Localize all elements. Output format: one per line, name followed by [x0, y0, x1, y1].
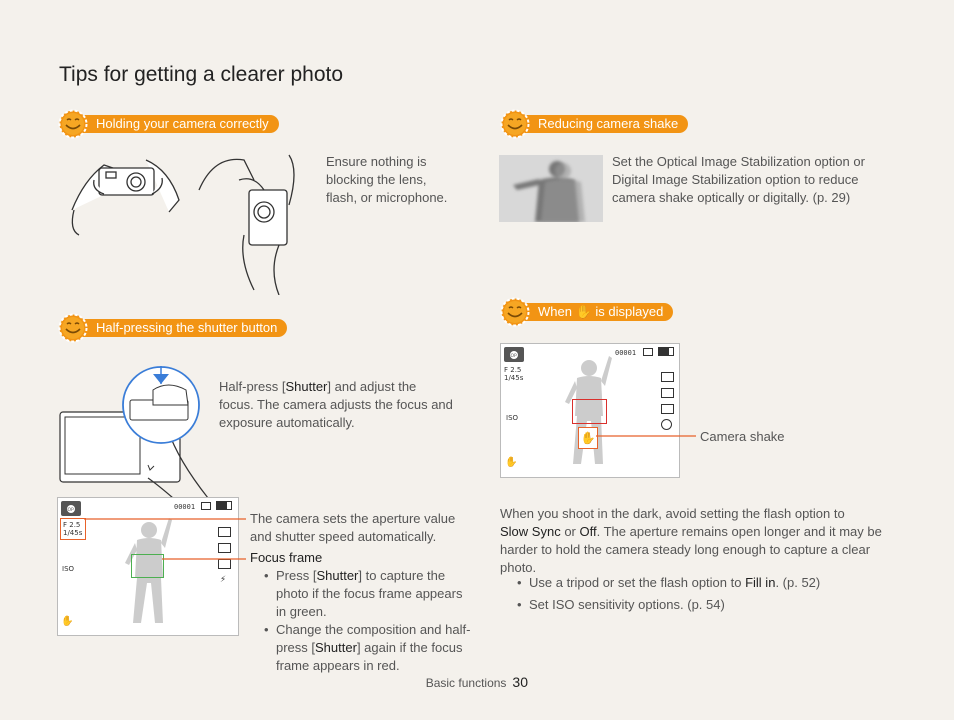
- section-label-holding: Holding your camera correctly: [70, 115, 279, 133]
- svg-text:OP: OP: [67, 508, 74, 513]
- when-tip-1: • Use a tripod or set the flash option to Fill in. (p. 52): [529, 574, 885, 592]
- focus-tip-1: • Press [Shutter] to capture the photo if the focus frame appears in green.: [276, 567, 472, 621]
- iso-icon: ISO: [62, 565, 75, 573]
- section-label-when: When ✋ is displayed: [512, 303, 673, 321]
- ois-icon: ✋: [61, 616, 74, 627]
- smiley-icon: [500, 297, 530, 327]
- page-title: Tips for getting a clearer photo: [59, 63, 344, 86]
- iso-icon: ISO: [506, 414, 519, 422]
- shake-text: Set the Optical Image Stabilization option or Digital Image Stabilization option to reduce camera shake optically or digitally. (p. 29): [612, 154, 865, 205]
- smiley-icon: [58, 313, 88, 343]
- quality-icon: [661, 388, 674, 398]
- section-label-shake: Reducing camera shake: [512, 115, 688, 133]
- footer: [426, 674, 528, 690]
- holding-text: Ensure nothing is blocking the lens, flash, or microphone.: [326, 154, 448, 205]
- flash-icon: ⚡: [220, 574, 227, 585]
- metering-icon: [661, 404, 674, 414]
- focus-tips: [262, 567, 472, 675]
- size-icon: [661, 372, 674, 382]
- focus-tip-2: • Change the composition and half-press [Shutter] again if the focus frame appears in red.: [276, 621, 472, 675]
- page-number: 30: [512, 674, 528, 690]
- half-press-illustration: [58, 360, 238, 500]
- camera-mode-icon: [504, 347, 524, 362]
- when-tip-2: • Set ISO sensitivity options. (p. 54): [529, 596, 885, 614]
- aperture-readout: F 2.5 1/45s: [504, 366, 524, 382]
- footer-section: Basic functions: [425, 676, 507, 690]
- flash-off-icon: [661, 419, 672, 430]
- camera-shake-icon: ✋: [578, 427, 598, 449]
- battery-icon: [658, 347, 674, 356]
- when-tips: [515, 574, 885, 614]
- focus-frame-red: [572, 399, 607, 424]
- battery-icon: [216, 501, 232, 510]
- smiley-icon: [500, 109, 530, 139]
- holding-camera-illustration: [64, 150, 304, 295]
- blurry-photo-thumbnail: [499, 155, 603, 222]
- when-paragraph: When you shoot in the dark, avoid setting the flash option to Slow Sync or Off. The aperture remains open longer and it may be harder to hold the camera steady long enough to capture a clear photo.: [500, 506, 882, 575]
- camera-mode-icon: [61, 501, 81, 516]
- svg-text:OP: OP: [510, 354, 517, 359]
- memory-icon: [643, 348, 653, 356]
- aperture-box: F 2.5 1/45s: [60, 518, 86, 540]
- shot-counter: 00001: [615, 349, 637, 357]
- lcd-screen-shake: [500, 343, 680, 478]
- shutter-key: Shutter: [285, 379, 328, 394]
- ois-icon: ✋: [505, 457, 518, 468]
- camera-shake-label: Camera shake: [700, 429, 785, 444]
- aperture-text: The camera sets the aperture value and shutter speed automatically.: [250, 511, 456, 544]
- halfpress-text: Half-press [Shutter] and adjust the focus. The camera adjusts the focus and exposure automatically.: [219, 379, 453, 430]
- focus-frame-title: Focus frame: [250, 550, 323, 565]
- section-label-halfpress: Half-pressing the shutter button: [70, 319, 287, 337]
- smiley-icon: [58, 109, 88, 139]
- camera-shake-callout-line: [596, 430, 700, 442]
- memory-icon: [201, 502, 211, 510]
- shot-counter: 00001: [174, 503, 196, 511]
- shake-hand-icon: ✋: [575, 304, 592, 319]
- callout-lines: [80, 515, 250, 565]
